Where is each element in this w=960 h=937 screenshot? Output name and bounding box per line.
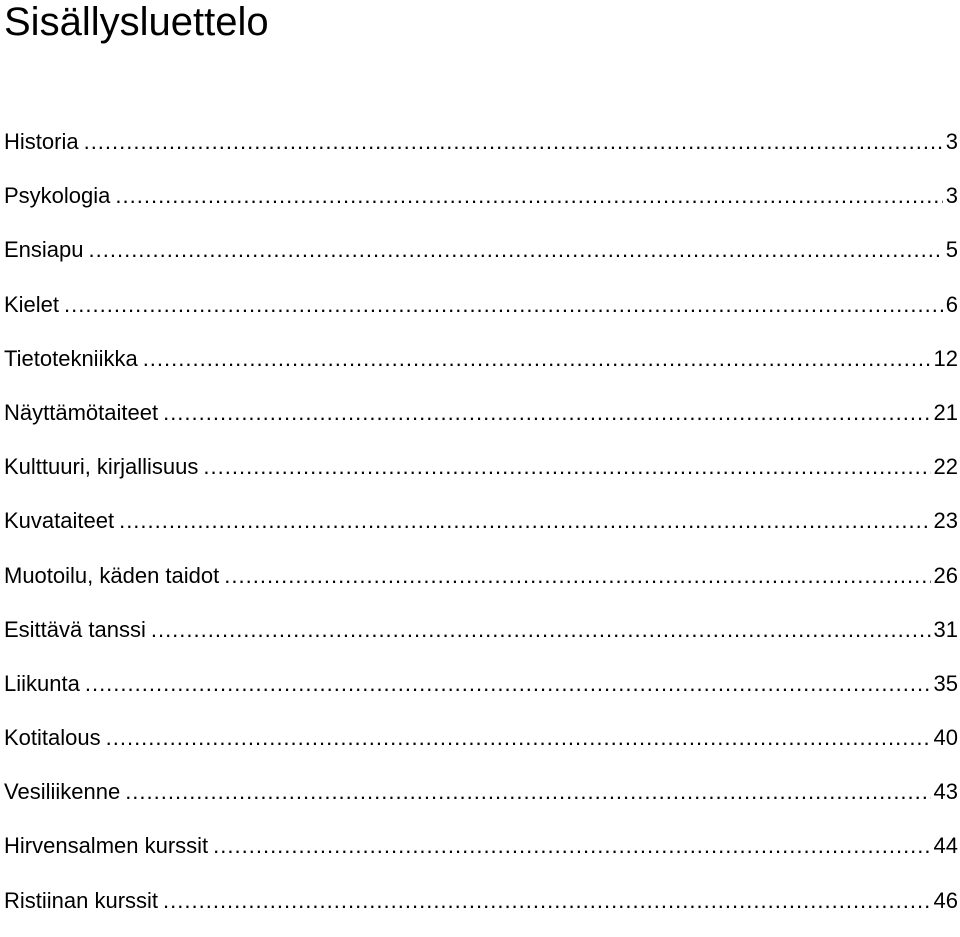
dot-leader [151, 612, 931, 648]
toc-entry-page: 12 [933, 345, 958, 371]
toc-entry-label: Ristiinan kurssit [4, 887, 159, 913]
dot-leader [89, 232, 943, 268]
toc-entry-label: Historia [4, 129, 79, 154]
toc-entry-label: Hirvensalmen kurssit [4, 833, 209, 859]
toc-entry[interactable] [4, 395, 958, 449]
dot-leader [64, 287, 943, 323]
toc-entry-page: 5 [945, 237, 958, 263]
toc-entry-page: 23 [933, 508, 958, 534]
toc-entry-page: 26 [933, 562, 958, 588]
toc-entry-page: 3 [945, 183, 958, 209]
toc-entry-label: Kielet [4, 291, 60, 317]
toc-entry-page: 46 [933, 887, 958, 913]
toc-entry-label: Muotoilu, käden taidot [4, 562, 220, 588]
toc-entry[interactable] [4, 666, 958, 720]
toc-entry-label: Kulttuuri, kirjallisuus [4, 454, 199, 480]
toc-entry[interactable] [4, 449, 958, 503]
dot-leader [203, 449, 930, 485]
dot-leader [143, 341, 931, 377]
toc-entry-page: 40 [933, 725, 958, 751]
toc-entry[interactable] [4, 503, 958, 557]
dot-leader [213, 828, 930, 864]
toc-entry-page: 21 [933, 399, 958, 425]
toc-entry-label: Kotitalous [4, 725, 101, 751]
toc-entry-label: Liikunta [4, 670, 80, 696]
dot-leader [106, 720, 931, 756]
page-title: Sisällysluettelo [4, 0, 269, 44]
toc-entry[interactable] [4, 124, 958, 178]
toc-entry-label: Esittävä tanssi [4, 616, 146, 642]
dot-leader [119, 503, 930, 539]
toc-entry-page: 22 [933, 454, 958, 480]
dot-leader [85, 666, 931, 702]
toc-entry[interactable] [4, 828, 958, 882]
toc-entry-label: Psykologia [4, 183, 111, 209]
toc-entry-label: Vesiliikenne [4, 779, 121, 805]
dot-leader [163, 395, 930, 431]
toc-entry[interactable] [4, 178, 958, 232]
dot-leader [163, 883, 930, 919]
toc-entry[interactable] [4, 720, 958, 774]
dot-leader [115, 178, 942, 214]
toc-entry-page: 31 [933, 616, 958, 642]
toc-entry[interactable] [4, 612, 958, 666]
toc-entry-page: 6 [945, 291, 958, 317]
toc-entry-label: Kuvataiteet [4, 508, 115, 534]
toc-entry[interactable] [4, 287, 958, 341]
toc-entry[interactable] [4, 341, 958, 395]
toc-entry[interactable] [4, 883, 958, 937]
toc-entry[interactable] [4, 558, 958, 612]
toc-entry[interactable] [4, 774, 958, 828]
toc-entry[interactable] [4, 232, 958, 286]
dot-leader [84, 124, 943, 160]
toc-entry-page: 43 [933, 779, 958, 805]
toc-entry-page: 35 [933, 670, 958, 696]
toc-entry-page: 44 [933, 833, 958, 859]
table-of-contents [4, 124, 958, 937]
toc-entry-label: Ensiapu [4, 237, 84, 263]
toc-entry-page: 3 [945, 129, 958, 154]
toc-entry-label: Tietotekniikka [4, 345, 138, 371]
toc-entry-label: Näyttämötaiteet [4, 399, 159, 425]
dot-leader [125, 774, 930, 810]
dot-leader [224, 558, 930, 594]
